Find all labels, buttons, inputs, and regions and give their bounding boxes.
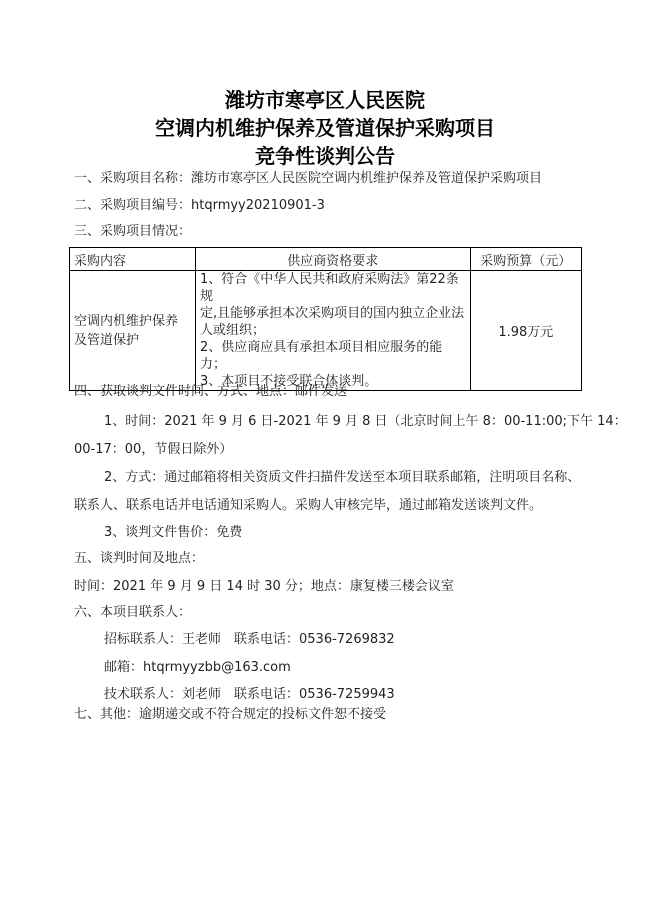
header-budget: 采购预算（元） — [470, 248, 581, 271]
title-org: 潍坊市寒亭区人民医院 — [225, 88, 425, 112]
project-number-line: 二、采购项目编号：htqrmyy20210901-3 — [74, 198, 325, 213]
content-text: 及管道保护 — [74, 332, 140, 348]
title-project: 空调内机维护保养及管道保护采购项目 — [155, 116, 495, 140]
bid-contact: 招标联系人：王老师 联系电话：0536-7269832 — [104, 632, 395, 647]
table-header-row — [70, 248, 582, 271]
section-heading-contacts: 六、本项目联系人： — [74, 605, 192, 620]
tech-contact: 技术联系人：刘老师 联系电话：0536-7259943 — [104, 687, 395, 702]
title-notice-type: 竞争性谈判公告 — [255, 144, 395, 168]
cell-budget: 1.98万元 — [470, 271, 581, 391]
project-name-line: 一、采购项目名称：潍坊市寒亭区人民医院空调内机维护保养及管道保护采购项目 — [74, 171, 543, 186]
cell-requirements — [195, 271, 470, 391]
acquisition-time: 1、时间：2021 年 9 月 6 日-2021 年 9 月 8 日（北京时间上午 8：00-11:00;下午 14： — [104, 414, 627, 429]
other-notes: 七、其他：逾期递交或不符合规定的投标文件恕不接受 — [74, 707, 387, 722]
section-heading-acquisition: 四、获取谈判文件时间、方式、地点：邮件发送 — [74, 384, 348, 399]
requirement-3: 3、本项目不接受联合体谈判。 — [199, 374, 378, 389]
content-text: 空调内机维护保养 — [74, 313, 179, 329]
header-content: 采购内容 — [70, 248, 196, 271]
requirement-1: 定,且能够承担本次采购项目的国内独立企业法 — [199, 306, 465, 321]
header-requirements: 供应商资格要求 — [195, 248, 470, 271]
acquisition-time-cont: 00-17：00，节假日除外） — [74, 442, 233, 457]
cell-content — [70, 271, 196, 391]
table-row — [70, 271, 582, 391]
project-info-heading: 三、采购项目情况： — [74, 224, 192, 239]
requirement-2: 2、供应商应具有承担本项目相应服务的能力； — [199, 340, 443, 372]
acquisition-method: 2、方式：通过邮箱将相关资质文件扫描件发送至本项目联系邮箱，注明项目名称、 — [104, 470, 581, 485]
requirement-1: 1、符合《中华人民共和政府采购法》第22条规 — [199, 272, 459, 304]
negotiation-details: 时间：2021 年 9 月 9 日 14 时 30 分；地点：康复楼三楼会议室 — [74, 579, 454, 594]
procurement-table — [69, 247, 582, 391]
section-heading-negotiation: 五、谈判时间及地点： — [74, 551, 205, 566]
acquisition-method-cont: 联系人、联系电话并电话通知采购人。采购人审核完毕，通过邮箱发送谈判文件。 — [74, 498, 543, 513]
requirement-1: 人或组织； — [199, 323, 265, 338]
contact-email: 邮箱：htqrmyyzbb@163.com — [104, 660, 291, 675]
document-price: 3、谈判文件售价：免费 — [104, 525, 243, 540]
